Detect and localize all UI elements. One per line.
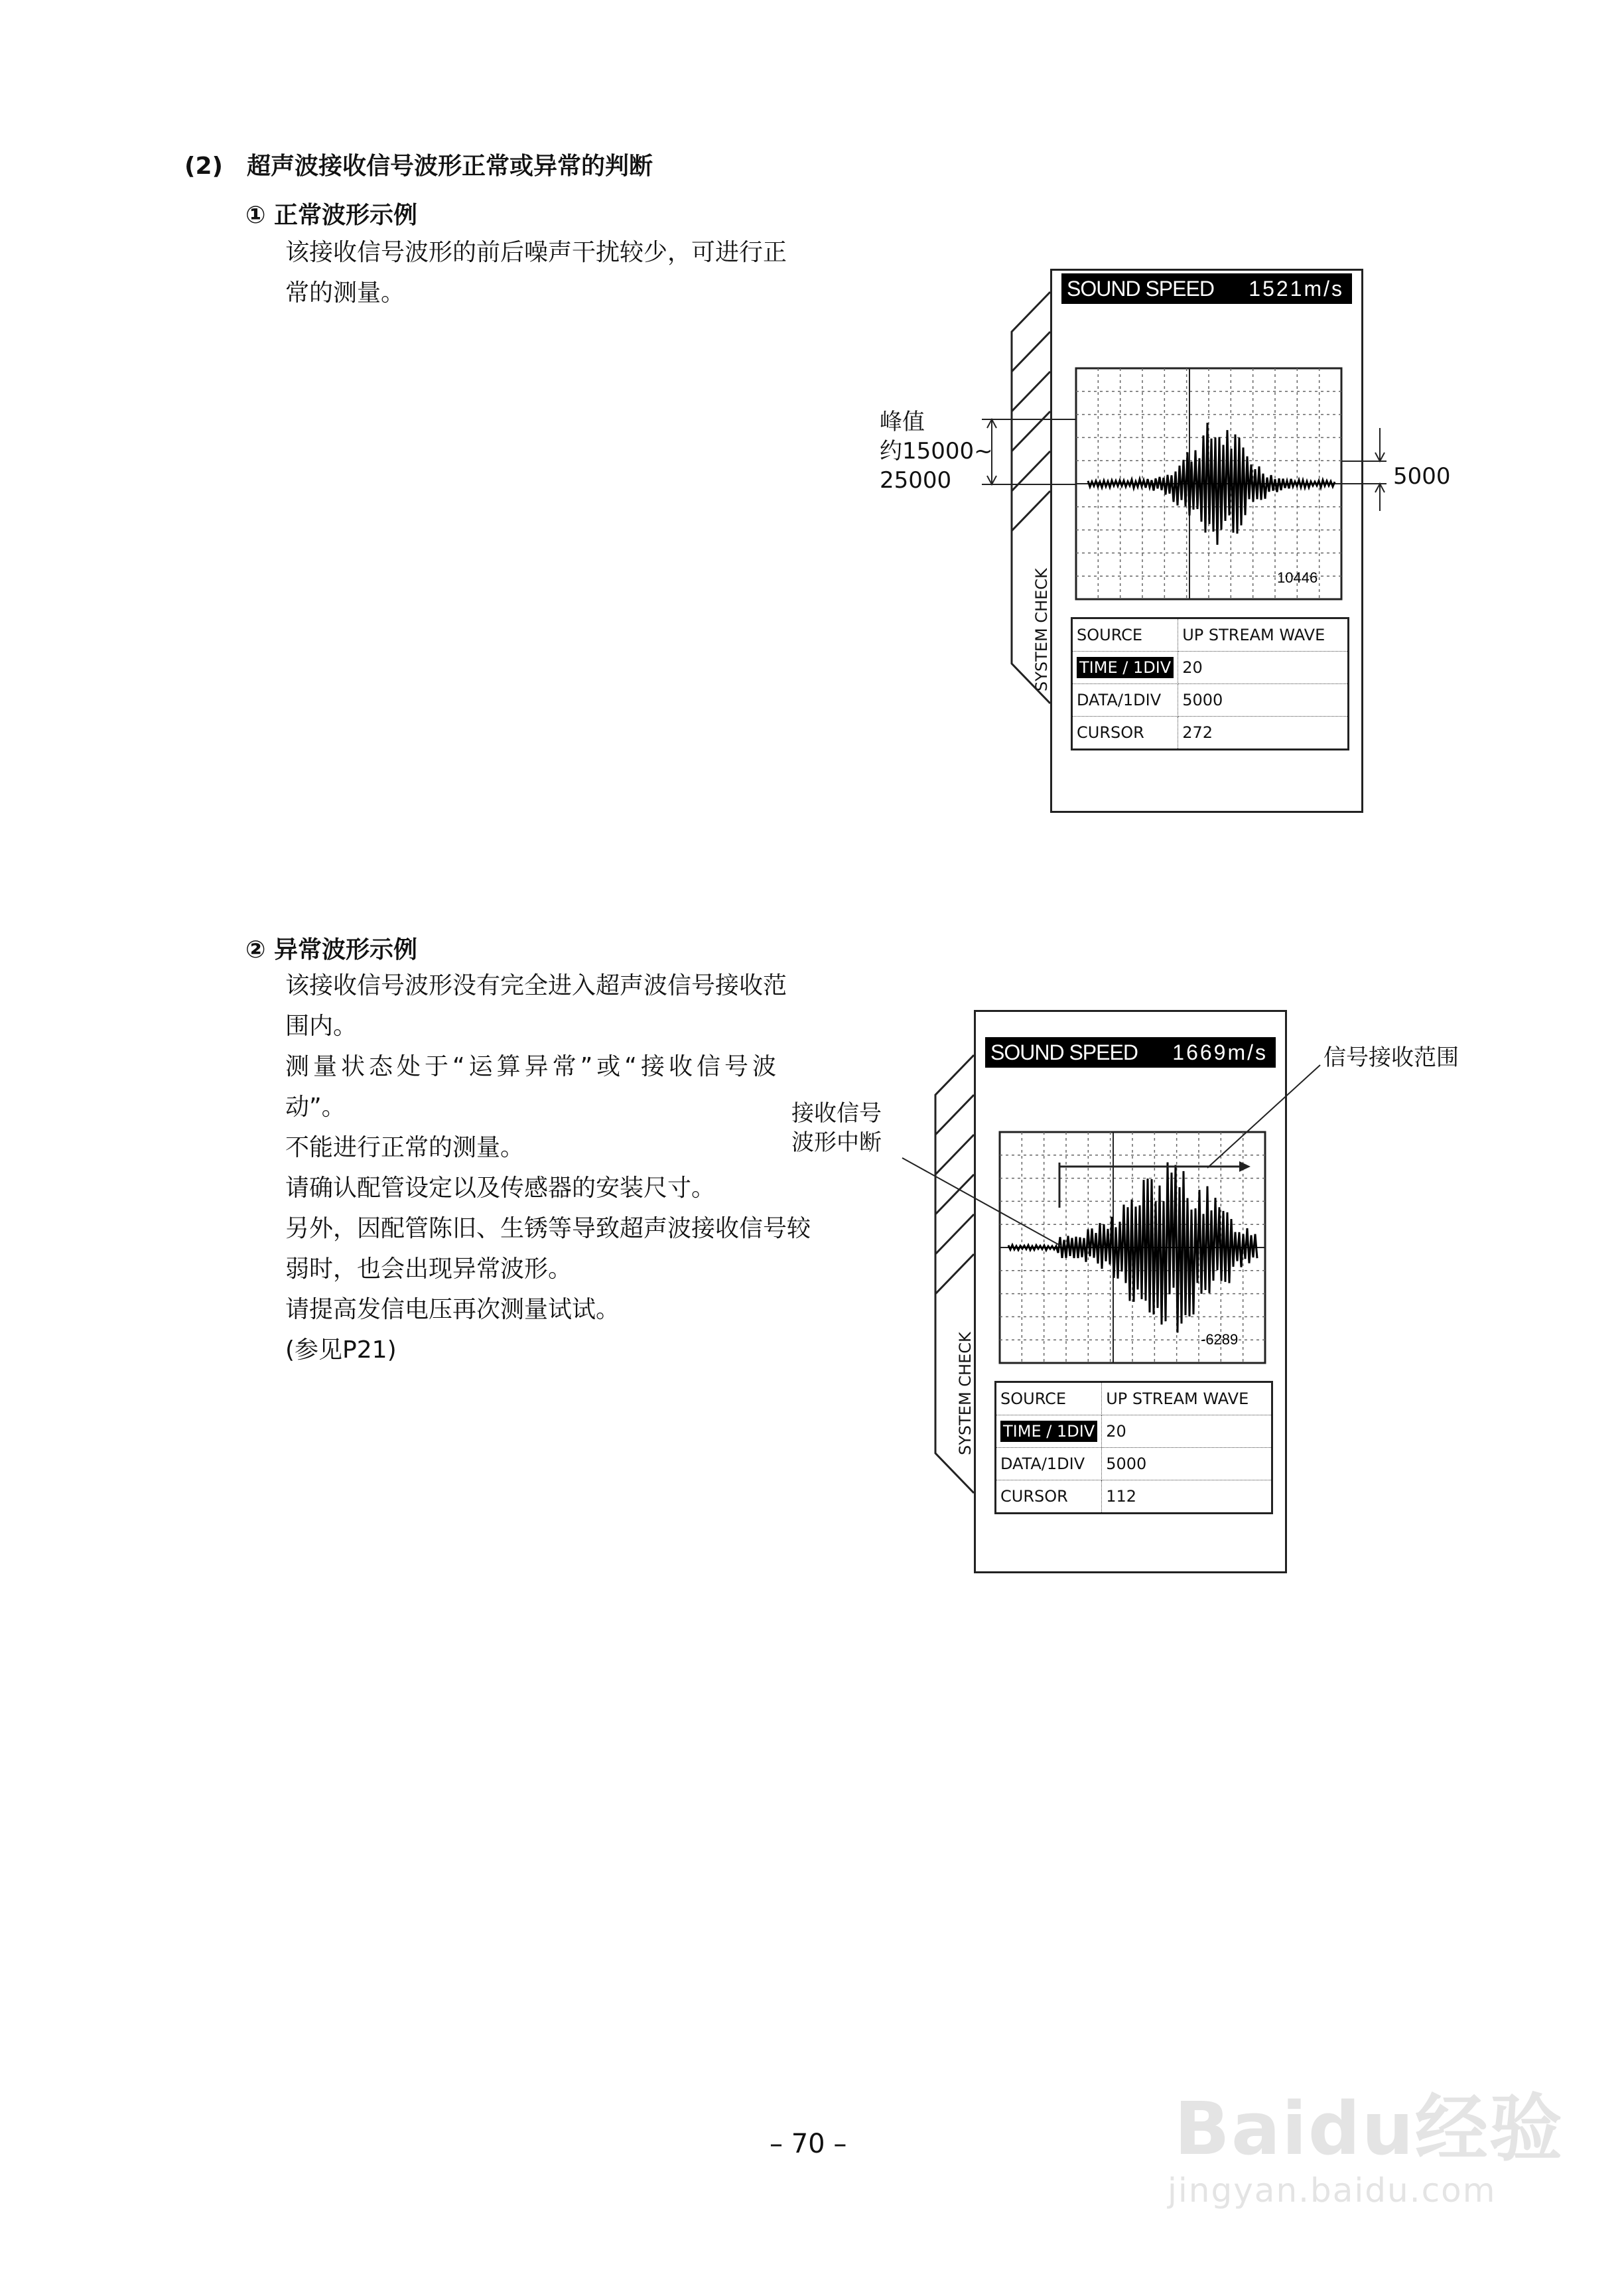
row-value: 112 <box>1106 1487 1137 1506</box>
abnormal-line: 请确认配管设定以及传感器的安装尺寸。 <box>285 1175 716 1202</box>
abnormal-line: 另外，因配管陈旧、生锈等导致超声波接收信号较 <box>285 1215 811 1242</box>
abnormal-line: 动”。 <box>285 1094 346 1121</box>
range-annotation: 信号接收范围 <box>1323 1044 1459 1071</box>
abnormal-subtitle: ② 异常波形示例 <box>245 936 418 963</box>
page-number: – 70 – <box>770 2129 847 2159</box>
row-key: SOURCE <box>996 1382 1102 1415</box>
row-key: CURSOR <box>1072 717 1178 750</box>
section-title: (2) 超声波接收信号波形正常或异常的判断 <box>184 153 653 180</box>
row-key: DATA/1DIV <box>1072 684 1178 717</box>
system-check-label: SYSTEM CHECK <box>956 1332 975 1455</box>
sound-speed-value: 1669m/s <box>1172 1040 1268 1064</box>
break-line: 波形中断 <box>791 1129 882 1156</box>
row-key: DATA/1DIV <box>996 1448 1102 1480</box>
peak-line: 25000 <box>880 467 952 494</box>
row-value: UP STREAM WAVE <box>1178 618 1349 652</box>
peak-line: 峰值 <box>880 409 925 435</box>
abnormal-line: 弱时，也会出现异常波形。 <box>285 1255 573 1283</box>
sound-speed-value: 1521m/s <box>1249 277 1344 301</box>
row-value: 20 <box>1178 652 1349 684</box>
normal-line: 常的测量。 <box>285 279 405 307</box>
system-check-label: SYSTEM CHECK <box>1032 568 1051 691</box>
row-value: 20 <box>1102 1415 1272 1448</box>
normal-cursor-readout: 10446 <box>1277 569 1318 586</box>
div-annotation: 5000 <box>1393 463 1451 490</box>
normal-subtitle: ① 正常波形示例 <box>245 202 418 229</box>
sound-speed-label: SOUND SPEED <box>1067 277 1214 301</box>
row-key-highlighted: TIME / 1DIV <box>1077 657 1174 678</box>
normal-line: 该接收信号波形的前后噪声干扰较少，可进行正 <box>285 239 787 266</box>
abnormal-cursor-readout: -6289 <box>1201 1331 1239 1348</box>
break-line: 接收信号 <box>791 1100 882 1127</box>
abnormal-line: 请提高发信电压再次测量试试。 <box>285 1296 620 1323</box>
abnormal-line: (参见P21) <box>285 1336 397 1364</box>
abnormal-line: 该接收信号波形没有完全进入超声波信号接收范 <box>285 972 787 999</box>
watermark-url: jingyan.baidu.com <box>1168 2171 1497 2210</box>
row-value: 272 <box>1182 723 1213 742</box>
watermark-logo: Baidu经验 <box>1174 2086 1564 2171</box>
row-key: SOURCE <box>1072 618 1178 652</box>
abnormal-line: 测量状态处于“运算异常”或“接收信号波 <box>285 1053 780 1080</box>
abnormal-line: 不能进行正常的测量。 <box>285 1134 525 1161</box>
peak-line: 约15000~ <box>880 438 993 464</box>
row-key: CURSOR <box>996 1480 1102 1514</box>
row-value: 5000 <box>1178 684 1349 717</box>
sound-speed-label: SOUND SPEED <box>990 1040 1138 1064</box>
row-value: 5000 <box>1102 1448 1272 1480</box>
abnormal-line: 围内。 <box>285 1013 358 1040</box>
row-key-highlighted: TIME / 1DIV <box>1000 1421 1097 1442</box>
row-value: UP STREAM WAVE <box>1102 1382 1272 1415</box>
